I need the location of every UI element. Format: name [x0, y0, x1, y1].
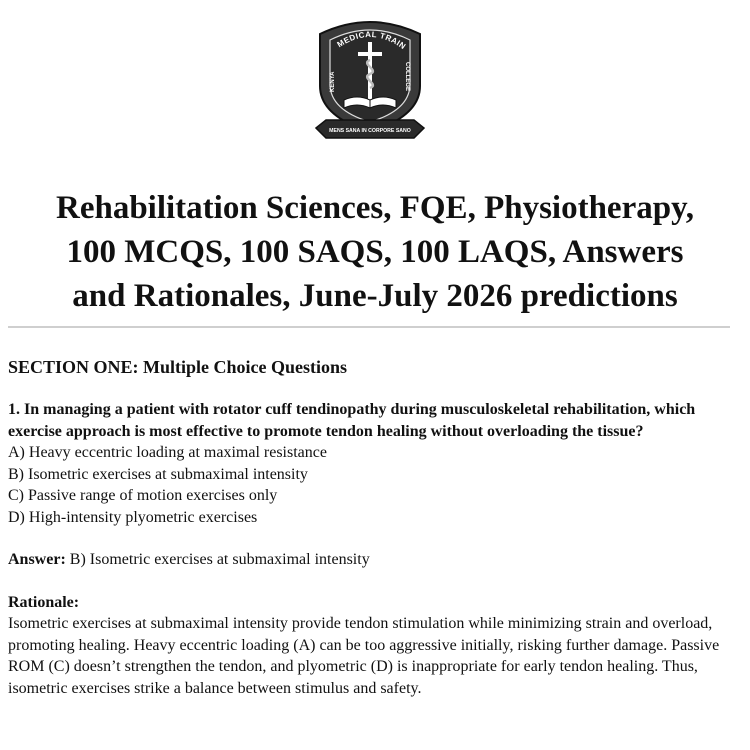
- title-line-2: 100 MCQS, 100 SAQS, 100 LAQS, Answers: [66, 234, 684, 270]
- svg-text:COLLEGE: [404, 62, 410, 91]
- answer-value: B) Isometric exercises at submaximal intensity: [69, 551, 370, 568]
- rationale-label: Rationale:: [8, 593, 80, 611]
- question-text: 1. In managing a patient with rotator cuff tendinopathy during musculoskeletal rehabilitation, which exercise approach is most effective to promote tendon healing without overloading the tissue?: [8, 401, 696, 440]
- title-line-1: Rehabilitation Sciences, FQE, Physiotherapy,: [55, 190, 695, 226]
- option-d: D) High-intensity plyometric exercises: [8, 508, 258, 526]
- rationale-text: Isometric exercises at submaximal intensity provide tendon stimulation while minimizing strain and overload, promoting healing. Heavy eccentric loading (A) can be too aggressive initially, risking further damage. Passive ROM (C) doesn’t strengthen the tendon, and plyometric (D) is inappropriate for early tendon healing. Thus, isometric exercises strike a balance between stimulus and safety.: [8, 615, 720, 697]
- option-b: B) Isometric exercises at submaximal intensity: [8, 465, 308, 483]
- logo-motto: MENS SANA IN CORPORE SANO: [329, 128, 411, 134]
- svg-text:KENYA: [330, 71, 336, 92]
- college-crest-icon: [312, 16, 428, 144]
- logo-left-text: KENYA: [330, 71, 336, 92]
- answer-label: Answer:: [8, 551, 66, 568]
- option-c: C) Passive range of motion exercises only: [8, 487, 278, 504]
- answer-options: [8, 442, 738, 528]
- title-line-3: and Rationales, June-July 2026 predictions: [72, 278, 678, 314]
- section-heading: SECTION ONE: Multiple Choice Questions: [8, 357, 348, 377]
- logo-arc-text: MEDICAL TRAIN: [335, 29, 408, 52]
- answer-line: [8, 549, 738, 571]
- document-title: [0, 186, 750, 318]
- horizontal-divider: [8, 326, 730, 328]
- option-a: A) Heavy eccentric loading at maximal resistance: [8, 444, 327, 461]
- logo-right-text: COLLEGE: [404, 62, 410, 92]
- document-body: [8, 355, 738, 699]
- college-logo: [312, 16, 428, 144]
